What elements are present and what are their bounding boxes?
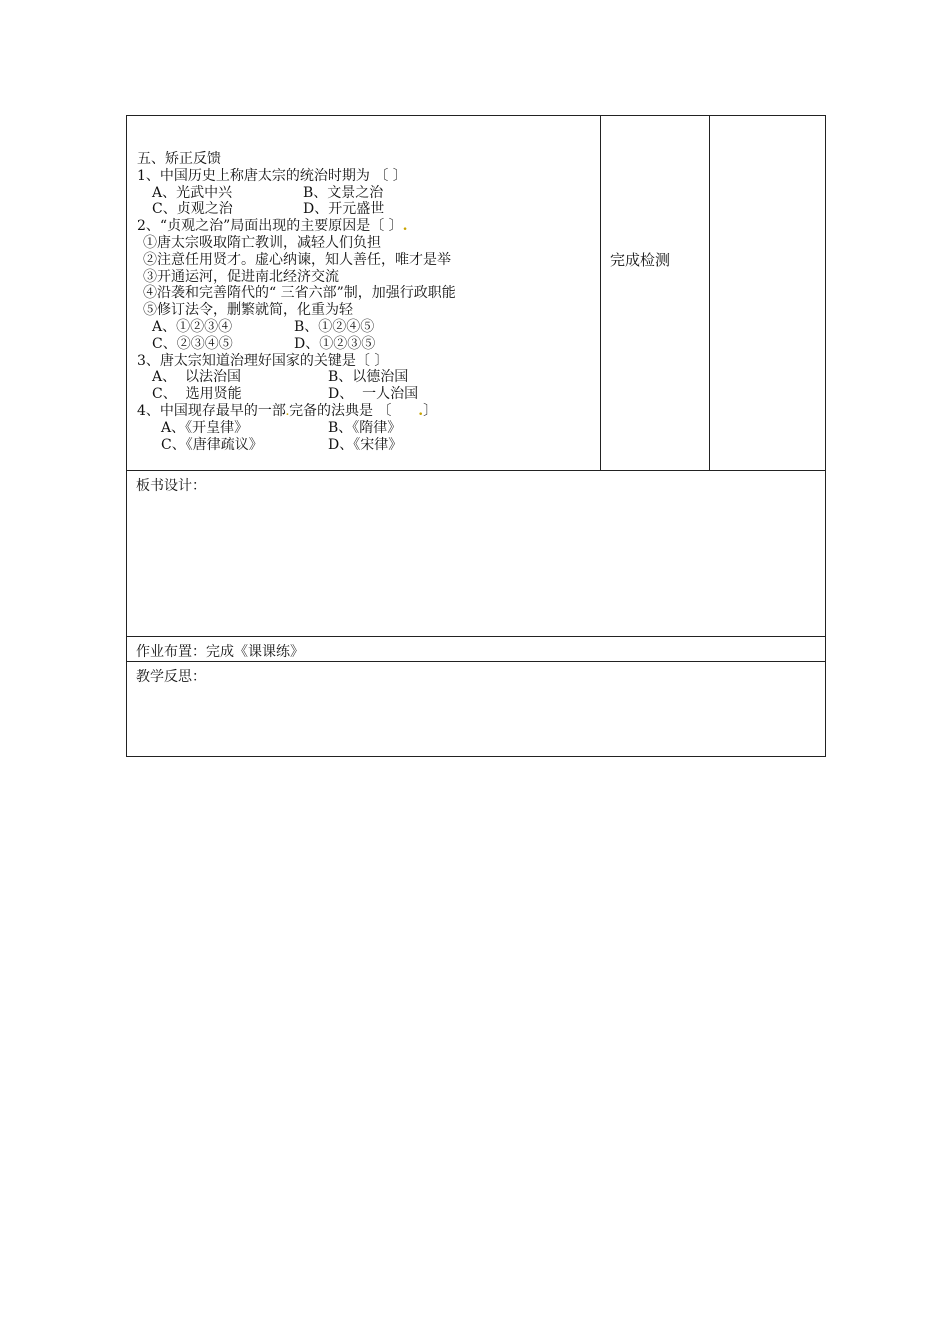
q1-option-c: C、贞观之治	[152, 201, 233, 218]
question-1-options-row-1	[137, 185, 600, 202]
q4-option-d: D、《宋律》	[328, 436, 403, 453]
q4-option-c: C、《唐律疏议》	[161, 436, 263, 453]
homework-label: 作业布置：完成《课课练》	[136, 644, 304, 660]
question-2-stem	[137, 218, 600, 235]
q3-option-c: C、 选用贤能	[152, 386, 242, 403]
q2-reason-4: ④沿袭和完善隋代的“ 三省六部”制，加强行政职能	[143, 285, 456, 302]
question-2-options-row-1	[137, 319, 600, 336]
q4-option-b: B、《隋律》	[328, 419, 402, 436]
q4-stem-part-1: 4、中国现存最早的一部	[137, 402, 286, 419]
question-2-options-row-2	[137, 336, 600, 353]
question-4-stem	[137, 403, 600, 420]
q4-option-a: A、《开皇律》	[161, 419, 249, 436]
q2-reason-1: ①唐太宗吸取隋亡教训，减轻人们负担	[143, 234, 381, 251]
question-4-options-row-1	[137, 420, 600, 437]
q2-reason-3: ③开通运河，促进南北经济交流	[143, 268, 339, 285]
yellow-dot-mark: .	[285, 407, 290, 418]
q1-option-d: D、开元盛世	[303, 201, 385, 218]
reflection-label: 教学反思：	[136, 669, 206, 685]
lesson-plan-table	[126, 115, 826, 757]
board-design-cell	[127, 471, 826, 637]
q2-option-c: C、②③④⑤	[152, 335, 233, 352]
question-1-stem: 1、中国历史上称唐太宗的统治时期为 〔 〕	[137, 167, 407, 184]
yellow-dot-mark: .	[402, 218, 408, 235]
question-1-options-row-2	[137, 201, 600, 218]
notes-cell	[710, 116, 826, 471]
homework-cell	[127, 637, 826, 662]
side-label: 完成检测	[610, 251, 671, 269]
question-3-options-row-1	[137, 369, 600, 386]
q3-option-b: B、以德治国	[328, 369, 409, 386]
q3-option-a: A、 以法治国	[152, 369, 242, 386]
feedback-heading: 五、矫正反馈	[137, 151, 221, 167]
q2-option-a: A、①②③④	[152, 318, 233, 335]
reflection-cell	[127, 662, 826, 757]
q2-reason-2: ②注意任用贤才。虚心纳谏，知人善任，唯才是举	[143, 251, 451, 268]
board-design-label: 板书设计：	[136, 478, 206, 494]
q1-option-a: A、光武中兴	[152, 184, 233, 201]
q2-stem-text: 2、“贞观之治”局面出现的主要原因是〔 〕	[137, 218, 403, 235]
q1-option-b: B、文景之治	[303, 184, 384, 201]
question-4-options-row-2	[137, 437, 600, 454]
q3-option-d: D、 一人治国	[328, 386, 419, 403]
purpose-cell	[601, 116, 710, 471]
q2-reason-5: ⑤修订法令，删繁就简，化重为轻	[143, 302, 353, 319]
feedback-cell	[127, 116, 601, 471]
q4-stem-end: 〕	[423, 402, 438, 419]
q2-option-d: D、①②③⑤	[294, 335, 376, 352]
question-3-options-row-2	[137, 386, 600, 403]
question-3-stem: 3、唐太宗知道治理好国家的关键是〔 〕	[137, 352, 389, 369]
q4-stem-part-2: 完备的法典是 〔	[289, 402, 419, 419]
yellow-dot-mark: .	[418, 402, 424, 419]
q2-option-b: B、①②④⑤	[294, 318, 375, 335]
